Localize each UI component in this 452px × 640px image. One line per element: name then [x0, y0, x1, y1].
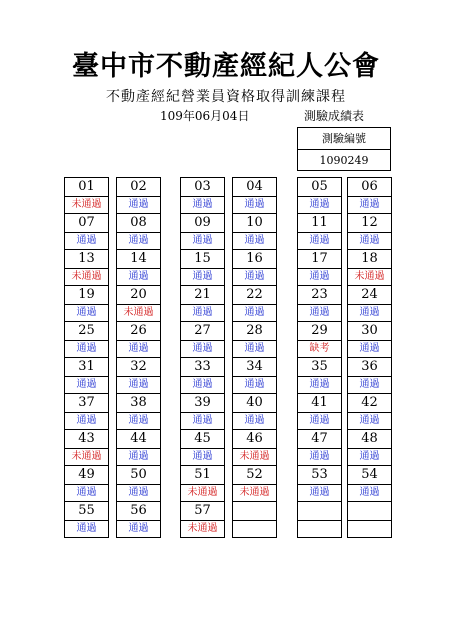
exam-id-value: 1090249	[319, 154, 369, 167]
result-status: 通過	[116, 449, 161, 466]
student-number: 41	[297, 394, 342, 413]
student-number: 49	[64, 466, 109, 485]
student-number: 01	[64, 178, 109, 197]
result-status: 未通過	[232, 485, 277, 502]
result-status: 通過	[116, 197, 161, 214]
results-column	[347, 177, 392, 538]
student-number: 29	[297, 322, 342, 341]
result-status: 未通過	[180, 521, 225, 538]
result-status: 通過	[347, 485, 392, 502]
exam-id-box	[297, 127, 391, 171]
student-number: 07	[64, 214, 109, 233]
student-number	[347, 502, 392, 521]
result-status: 通過	[64, 521, 109, 538]
student-number: 08	[116, 214, 161, 233]
student-number: 10	[232, 214, 277, 233]
student-number: 27	[180, 322, 225, 341]
result-status: 未通過	[64, 449, 109, 466]
result-status: 通過	[116, 377, 161, 394]
student-number: 53	[297, 466, 342, 485]
result-status: 通過	[232, 269, 277, 286]
result-status: 通過	[297, 269, 342, 286]
result-status: 通過	[347, 377, 392, 394]
student-number: 31	[64, 358, 109, 377]
result-status: 通過	[297, 413, 342, 430]
result-status: 未通過	[64, 197, 109, 214]
result-status: 未通過	[347, 269, 392, 286]
student-number: 16	[232, 250, 277, 269]
result-status: 通過	[297, 197, 342, 214]
result-status: 通過	[347, 413, 392, 430]
result-status: 通過	[232, 377, 277, 394]
result-status: 通過	[232, 233, 277, 250]
student-number	[297, 502, 342, 521]
student-number: 03	[180, 178, 225, 197]
page-title: 臺中市不動產經紀人公會	[72, 51, 380, 82]
results-column	[297, 177, 342, 538]
exam-id-label: 測驗編號	[298, 128, 390, 150]
course-subtitle: 不動產經紀營業員資格取得訓練課程	[106, 89, 346, 105]
student-number: 22	[232, 286, 277, 305]
result-status: 通過	[180, 197, 225, 214]
student-number	[232, 502, 277, 521]
student-number: 19	[64, 286, 109, 305]
student-number: 47	[297, 430, 342, 449]
student-number: 14	[116, 250, 161, 269]
result-status: 通過	[297, 233, 342, 250]
result-status: 通過	[180, 377, 225, 394]
student-number: 46	[232, 430, 277, 449]
result-status: 未通過	[64, 269, 109, 286]
result-status: 通過	[116, 233, 161, 250]
student-number: 24	[347, 286, 392, 305]
student-number: 39	[180, 394, 225, 413]
student-number: 12	[347, 214, 392, 233]
student-number: 11	[297, 214, 342, 233]
result-status: 通過	[64, 233, 109, 250]
student-number: 28	[232, 322, 277, 341]
student-number: 21	[180, 286, 225, 305]
student-number: 37	[64, 394, 109, 413]
student-number: 38	[116, 394, 161, 413]
student-number: 35	[297, 358, 342, 377]
result-status: 通過	[180, 305, 225, 322]
result-status: 通過	[297, 485, 342, 502]
result-status: 通過	[180, 449, 225, 466]
result-status: 通過	[64, 341, 109, 358]
student-number: 32	[116, 358, 161, 377]
student-number: 33	[180, 358, 225, 377]
student-number: 02	[116, 178, 161, 197]
result-status: 通過	[116, 521, 161, 538]
result-status	[232, 521, 277, 538]
result-status: 未通過	[232, 449, 277, 466]
student-number: 18	[347, 250, 392, 269]
results-column	[64, 177, 109, 538]
student-number: 34	[232, 358, 277, 377]
student-number: 43	[64, 430, 109, 449]
result-status: 缺考	[297, 341, 342, 358]
student-number: 06	[347, 178, 392, 197]
result-status: 通過	[180, 269, 225, 286]
student-number: 17	[297, 250, 342, 269]
result-status: 通過	[232, 413, 277, 430]
result-status: 通過	[347, 305, 392, 322]
result-status: 未通過	[116, 305, 161, 322]
student-number: 05	[297, 178, 342, 197]
result-status: 通過	[180, 413, 225, 430]
result-status: 通過	[297, 449, 342, 466]
result-status: 未通過	[180, 485, 225, 502]
student-number: 40	[232, 394, 277, 413]
student-number: 48	[347, 430, 392, 449]
student-number: 45	[180, 430, 225, 449]
result-status: 通過	[297, 305, 342, 322]
student-number: 54	[347, 466, 392, 485]
student-number: 44	[116, 430, 161, 449]
student-number: 20	[116, 286, 161, 305]
result-status: 通過	[180, 341, 225, 358]
result-status: 通過	[64, 305, 109, 322]
student-number: 26	[116, 322, 161, 341]
result-status: 通過	[347, 449, 392, 466]
student-number: 50	[116, 466, 161, 485]
results-column	[180, 177, 225, 538]
student-number: 04	[232, 178, 277, 197]
student-number: 13	[64, 250, 109, 269]
student-number: 30	[347, 322, 392, 341]
student-number: 25	[64, 322, 109, 341]
results-column	[116, 177, 161, 538]
student-number: 09	[180, 214, 225, 233]
result-status: 通過	[116, 413, 161, 430]
result-status: 通過	[180, 233, 225, 250]
result-status: 通過	[347, 197, 392, 214]
result-status: 通過	[116, 485, 161, 502]
student-number: 42	[347, 394, 392, 413]
result-status	[347, 521, 392, 538]
student-number: 15	[180, 250, 225, 269]
result-status: 通過	[116, 269, 161, 286]
result-status: 通過	[347, 341, 392, 358]
student-number: 55	[64, 502, 109, 521]
student-number: 56	[116, 502, 161, 521]
result-status: 通過	[297, 377, 342, 394]
result-status: 通過	[64, 485, 109, 502]
report-label: 測驗成績表	[304, 109, 365, 123]
result-status: 通過	[64, 413, 109, 430]
student-number: 51	[180, 466, 225, 485]
student-number: 52	[232, 466, 277, 485]
result-status: 通過	[347, 233, 392, 250]
student-number: 36	[347, 358, 392, 377]
result-status: 通過	[232, 341, 277, 358]
student-number: 23	[297, 286, 342, 305]
result-status: 通過	[232, 197, 277, 214]
result-status: 通過	[64, 377, 109, 394]
result-status: 通過	[116, 341, 161, 358]
result-status: 通過	[232, 305, 277, 322]
exam-date: 109年06月04日	[160, 109, 250, 123]
result-status	[297, 521, 342, 538]
results-column	[232, 177, 277, 538]
student-number: 57	[180, 502, 225, 521]
